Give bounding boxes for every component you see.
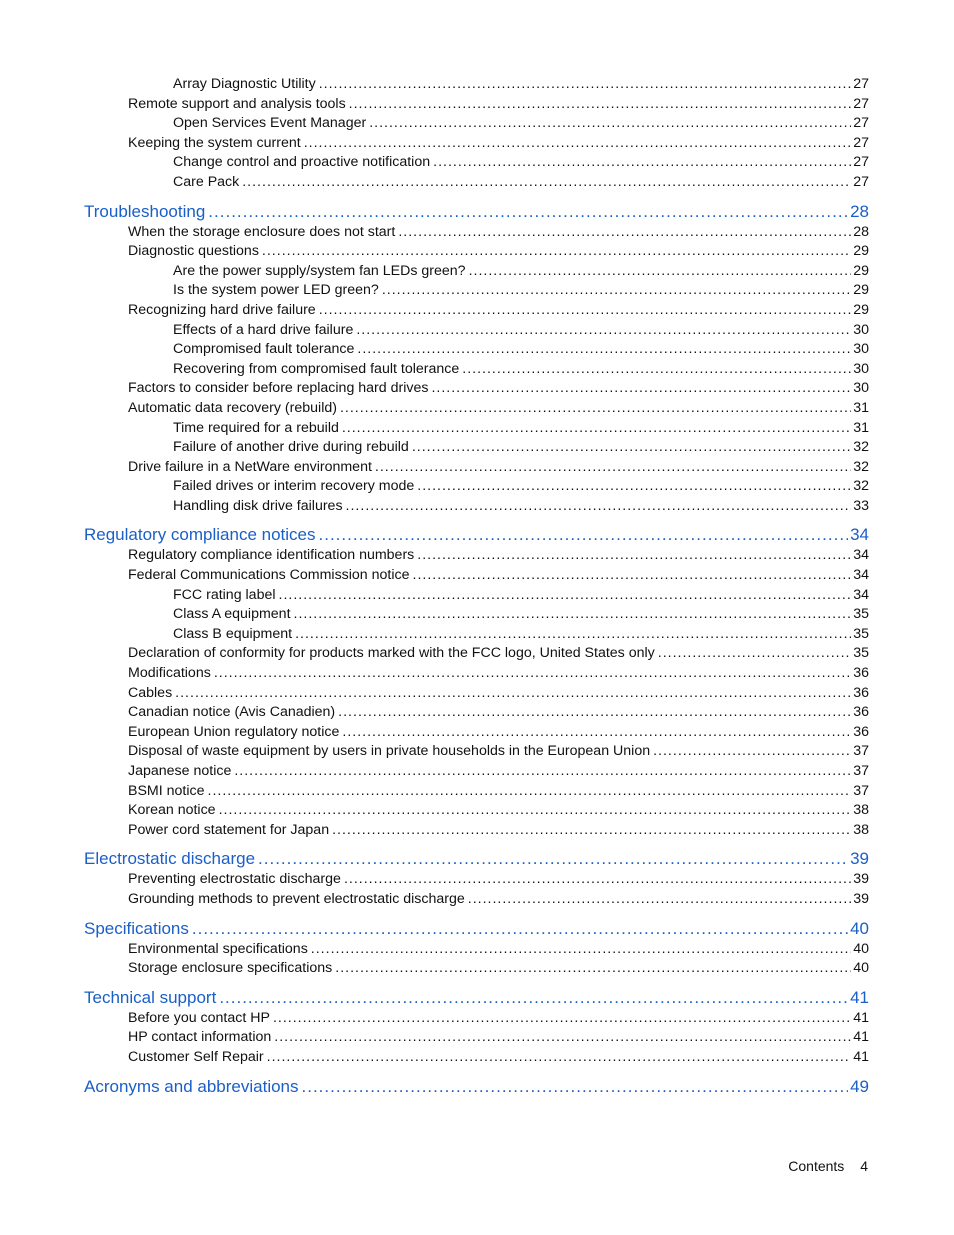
dot-leader [274,1028,851,1048]
toc-section-entry[interactable] [84,586,869,606]
toc-entry-page: 27 [853,173,869,190]
toc-entry-page: 39 [850,849,869,869]
toc-entry-page: 34 [850,525,869,545]
toc-entry-title: Preventing electrostatic discharge [128,871,341,888]
toc-entry-title: Regulatory compliance identification numbers [128,547,415,564]
toc-section-entry[interactable] [84,75,869,95]
toc-entry-page: 38 [853,802,869,819]
dot-leader [319,524,849,545]
toc-section-entry[interactable] [84,940,869,960]
toc-section-entry[interactable] [84,173,869,193]
dot-leader [469,262,852,282]
toc-section-entry[interactable] [84,114,869,134]
toc-chapter-entry[interactable] [84,201,869,222]
dot-leader [319,301,852,321]
toc-entry-page: 39 [853,890,869,907]
toc-section-entry[interactable] [84,360,869,380]
toc-section-entry[interactable] [84,959,869,979]
toc-entry-page: 27 [853,154,869,171]
toc-entry-page: 30 [853,380,869,397]
toc-section-entry[interactable] [84,242,869,262]
toc-entry-page: 31 [853,419,869,436]
toc-entry-page: 41 [853,1029,869,1046]
toc-entry-page: 35 [853,625,869,642]
toc-entry-page: 39 [853,871,869,888]
toc-entry-page: 36 [853,665,869,682]
toc-entry-title: Recognizing hard drive failure [128,301,316,318]
footer-page-number: 4 [860,1158,868,1174]
table-of-contents [84,75,869,1098]
dot-leader [234,762,851,782]
toc-chapter-entry[interactable] [84,1076,869,1097]
toc-section-entry[interactable] [84,703,869,723]
toc-entry-page: 41 [853,1009,869,1026]
toc-entry-page: 31 [853,399,869,416]
dot-leader [208,782,852,802]
toc-entry-page: 35 [853,606,869,623]
toc-entry-page: 37 [853,763,869,779]
dot-leader [349,95,852,115]
toc-entry-page: 30 [853,341,869,358]
dot-leader [658,644,851,664]
dot-leader [346,497,852,517]
dot-leader [175,684,851,704]
toc-entry-title: Compromised fault tolerance [173,341,355,358]
dot-leader [375,458,851,478]
toc-entry-title: Troubleshooting [84,201,206,221]
dot-leader [273,1009,851,1029]
toc-entry-title: Is the system power LED green? [173,282,379,299]
dot-leader [319,75,852,95]
page-footer [788,1158,868,1174]
toc-entry-page: 30 [853,321,869,338]
toc-entry-page: 29 [853,262,869,279]
toc-entry-page: 28 [853,223,869,240]
toc-entry-page: 34 [853,567,869,584]
dot-leader [219,987,848,1008]
toc-entry-title: Power cord statement for Japan [128,821,330,838]
toc-entry-page: 33 [853,497,869,514]
dot-leader [192,918,848,939]
toc-section-entry[interactable] [84,1028,869,1048]
toc-entry-page: 27 [853,115,869,132]
dot-leader [369,114,851,134]
toc-section-entry[interactable] [84,262,869,282]
toc-entry-title: Japanese notice [128,763,232,779]
dot-leader [382,281,851,301]
toc-section-entry[interactable] [84,664,869,684]
toc-entry-title: Array Diagnostic Utility [173,76,316,92]
toc-entry-page: 27 [853,134,869,151]
dot-leader [468,890,851,910]
toc-section-entry[interactable] [84,340,869,360]
footer-section-label: Contents [788,1158,845,1174]
toc-section-entry[interactable] [84,723,869,743]
toc-entry-page: 40 [850,918,869,938]
toc-entry-title: Effects of a hard drive failure [173,321,354,338]
toc-entry-title: BSMI notice [128,782,205,799]
dot-leader [311,940,851,960]
dot-leader [294,605,852,625]
toc-entry-title: Before you contact HP [128,1009,270,1026]
toc-entry-title: Diagnostic questions [128,243,259,260]
toc-entry-title: Automatic data recovery (rebuild) [128,399,337,416]
toc-entry-title: Are the power supply/system fan LEDs green? [173,262,466,279]
dot-leader [338,703,851,723]
toc-entry-title: Factors to consider before replacing hard drives [128,380,429,397]
toc-entry-page: 29 [853,243,869,260]
toc-entry-title: When the storage enclosure does not start [128,223,396,240]
dot-leader [242,173,851,193]
toc-entry-title: Class B equipment [173,625,293,642]
toc-entry-title: FCC rating label [173,586,276,603]
toc-entry-page: 37 [853,782,869,799]
toc-section-entry[interactable] [84,742,869,762]
dot-leader [653,742,851,762]
dot-leader [433,153,851,173]
dot-leader [340,399,851,419]
toc-section-entry[interactable] [84,321,869,341]
toc-entry-title: Electrostatic discharge [84,849,256,869]
toc-section-entry[interactable] [84,566,869,586]
dot-leader [219,801,852,821]
toc-section-entry[interactable] [84,281,869,301]
dot-leader [344,870,851,890]
dot-leader [356,321,851,341]
toc-section-entry[interactable] [84,644,869,664]
toc-entry-title: Change control and proactive notification [173,154,431,171]
toc-section-entry[interactable] [84,438,869,458]
toc-chapter-entry[interactable] [84,848,869,869]
dot-leader [412,438,851,458]
dot-leader [413,566,852,586]
toc-entry-page: 29 [853,282,869,299]
toc-entry-page: 30 [853,360,869,377]
dot-leader [304,134,852,154]
toc-section-entry[interactable] [84,301,869,321]
toc-entry-title: Keeping the system current [128,134,301,151]
toc-entry-page: 37 [853,743,869,760]
toc-entry-title: Regulatory compliance notices [84,525,316,545]
toc-entry-page: 34 [853,586,869,603]
toc-section-entry[interactable] [84,546,869,566]
dot-leader [431,379,851,399]
dot-leader [295,625,851,645]
toc-entry-title: Specifications [84,918,189,938]
toc-section-entry[interactable] [84,458,869,478]
toc-entry-page: 40 [853,960,869,977]
toc-entry-page: 29 [853,301,869,318]
toc-entry-page: 49 [850,1076,869,1096]
toc-section-entry[interactable] [84,379,869,399]
dot-leader [267,1048,852,1068]
toc-section-entry[interactable] [84,153,869,173]
toc-entry-page: 36 [853,723,869,740]
dot-leader [417,477,851,497]
toc-entry-title: Grounding methods to prevent electrostatic discharge [128,890,465,907]
toc-entry-page: 38 [853,821,869,838]
toc-entry-title: Class A equipment [173,606,291,623]
toc-entry-title: Customer Self Repair [128,1048,264,1065]
toc-section-entry[interactable] [84,95,869,115]
dot-leader [335,959,851,979]
toc-entry-title: Failure of another drive during rebuild [173,439,409,456]
dot-leader [342,419,851,439]
toc-section-entry[interactable] [84,1048,869,1068]
toc-section-entry[interactable] [84,223,869,243]
toc-entry-title: Korean notice [128,802,216,819]
toc-entry-title: Failed drives or interim recovery mode [173,478,415,495]
toc-section-entry[interactable] [84,625,869,645]
toc-entry-page: 41 [853,1048,869,1065]
toc-entry-title: Handling disk drive failures [173,497,343,514]
toc-entry-page: 40 [853,940,869,957]
toc-entry-title: Storage enclosure specifications [128,960,333,977]
dot-leader [462,360,851,380]
toc-section-entry[interactable] [84,134,869,154]
toc-entry-title: Federal Communications Commission notice [128,567,410,584]
toc-section-entry[interactable] [84,1009,869,1029]
toc-entry-title: Remote support and analysis tools [128,95,346,112]
toc-chapter-entry[interactable] [84,987,869,1008]
toc-entry-title: HP contact information [128,1029,272,1046]
toc-section-entry[interactable] [84,399,869,419]
toc-entry-title: Recovering from compromised fault tolerance [173,360,460,377]
dot-leader [357,340,851,360]
toc-section-entry[interactable] [84,477,869,497]
toc-section-entry[interactable] [84,684,869,704]
toc-entry-title: Technical support [84,987,217,1007]
toc-chapter-entry[interactable] [84,524,869,545]
toc-entry-title: European Union regulatory notice [128,723,340,740]
toc-entry-page: 41 [850,987,869,1007]
toc-entry-title: Time required for a rebuild [173,419,339,436]
toc-section-entry[interactable] [84,762,869,782]
dot-leader [332,821,851,841]
toc-entry-title: Disposal of waste equipment by users in private households in the European Union [128,743,651,760]
dot-leader [302,1076,849,1097]
toc-entry-page: 32 [853,478,869,495]
toc-section-entry[interactable] [84,870,869,890]
toc-entry-title: Care Pack [173,173,240,190]
toc-entry-title: Environmental specifications [128,940,308,957]
toc-entry-title: Modifications [128,665,211,682]
toc-section-entry[interactable] [84,821,869,841]
dot-leader [214,664,851,684]
toc-entry-title: Drive failure in a NetWare environment [128,458,372,475]
dot-leader [258,848,848,869]
toc-section-entry[interactable] [84,890,869,910]
dot-leader [398,223,851,243]
toc-section-entry[interactable] [84,801,869,821]
toc-entry-page: 36 [853,704,869,721]
toc-section-entry[interactable] [84,497,869,517]
toc-entry-page: 32 [853,439,869,456]
dot-leader [417,546,851,566]
toc-section-entry[interactable] [84,419,869,439]
toc-entry-title: Open Services Event Manager [173,115,367,132]
toc-entry-title: Acronyms and abbreviations [84,1076,299,1096]
dot-leader [262,242,851,262]
toc-section-entry[interactable] [84,605,869,625]
toc-entry-page: 34 [853,547,869,564]
toc-entry-page: 36 [853,684,869,701]
dot-leader [279,586,852,606]
toc-entry-title: Canadian notice (Avis Canadien) [128,704,336,721]
dot-leader [208,201,848,222]
toc-entry-page: 28 [850,201,869,221]
toc-entry-page: 27 [853,76,869,92]
toc-section-entry[interactable] [84,782,869,802]
toc-entry-page: 27 [853,95,869,112]
toc-entry-title: Declaration of conformity for products marked with the FCC logo, United States only [128,645,655,662]
toc-entry-title: Cables [128,684,173,701]
dot-leader [342,723,851,743]
toc-chapter-entry[interactable] [84,918,869,939]
toc-entry-page: 32 [853,458,869,475]
toc-entry-page: 35 [853,645,869,662]
